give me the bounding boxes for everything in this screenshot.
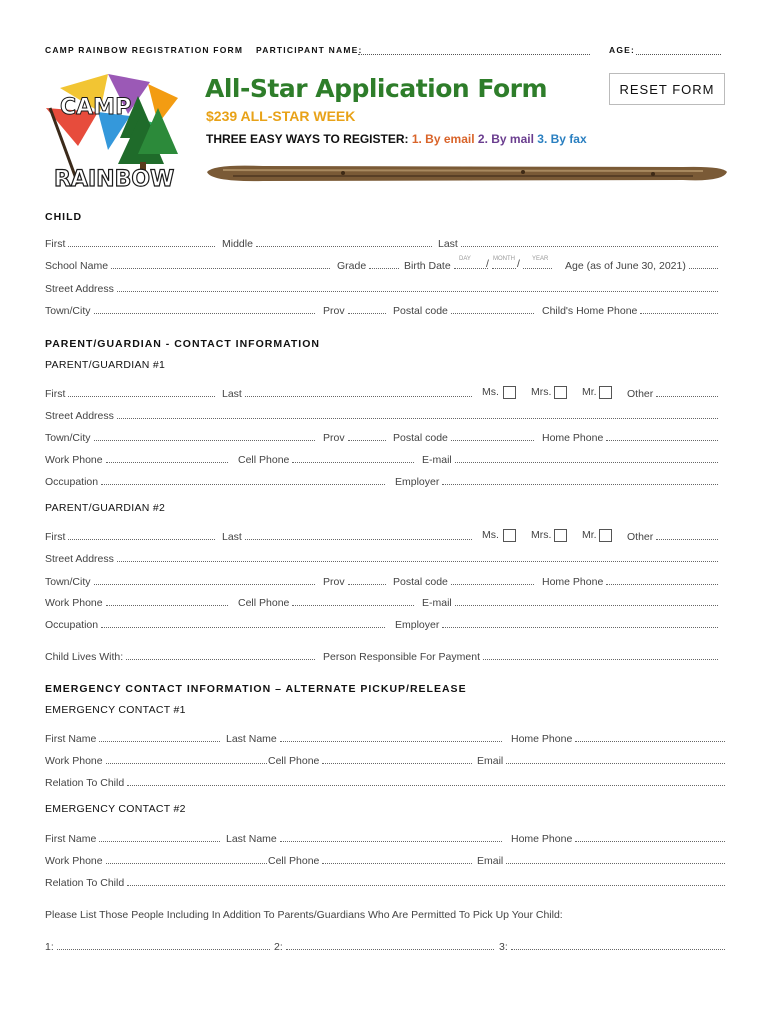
pickup-prompt: Please List Those People Including In Addition To Parents/Guardians Who Are Permitted To Pick Up Your Child: <box>45 909 563 921</box>
child-heading: CHILD <box>45 211 83 223</box>
logo-rainbow-text: RAINBOW <box>54 167 175 192</box>
age-label: AGE: <box>609 45 636 55</box>
reset-form-button[interactable]: RESET FORM <box>609 73 725 105</box>
p1-cell-phone-field[interactable]: Cell Phone <box>238 450 414 466</box>
e1-home-phone-field[interactable]: Home Phone <box>511 729 725 745</box>
pickup-person-2-field[interactable]: 2: <box>274 937 494 953</box>
emergency2-heading: EMERGENCY CONTACT #2 <box>45 803 186 815</box>
e2-email-field[interactable]: Email <box>477 851 725 867</box>
month-hint: MONTH <box>493 256 515 262</box>
e2-work-phone-field[interactable]: Work Phone <box>45 851 267 867</box>
pickup-person-3-field[interactable]: 3: <box>499 937 725 953</box>
p1-last-field[interactable]: Last <box>222 384 472 400</box>
year-hint: YEAR <box>532 256 549 262</box>
p2-occupation-field[interactable]: Occupation <box>45 615 385 631</box>
p1-mr-checkbox[interactable] <box>599 386 612 399</box>
p2-last-field[interactable]: Last <box>222 527 472 543</box>
child-prov-field[interactable]: Prov <box>323 301 386 317</box>
birth-day-field[interactable]: Birth Date <box>404 256 488 272</box>
parent-heading: PARENT/GUARDIAN - CONTACT INFORMATION <box>45 338 320 350</box>
p2-home-phone-field[interactable]: Home Phone <box>542 572 718 588</box>
e2-last-field[interactable]: Last Name <box>226 829 502 845</box>
p2-street-field[interactable]: Street Address <box>45 549 718 565</box>
p1-mr-label: Mr. <box>582 386 597 398</box>
camp-rainbow-logo <box>38 68 188 192</box>
child-home-phone-field[interactable]: Child's Home Phone <box>542 301 718 317</box>
emergency-heading: EMERGENCY CONTACT INFORMATION – ALTERNATE PICKUP/RELEASE <box>45 683 467 695</box>
parent1-heading: PARENT/GUARDIAN #1 <box>45 359 166 371</box>
p1-mrs-label: Mrs. <box>531 386 552 398</box>
register-options <box>206 132 587 146</box>
child-lives-with-field[interactable]: Child Lives With: <box>45 647 315 663</box>
register-email: 1. By email <box>411 132 475 146</box>
e1-first-field[interactable]: First Name <box>45 729 220 745</box>
age-field[interactable] <box>636 45 721 55</box>
e1-relation-field[interactable]: Relation To Child <box>45 773 725 789</box>
child-first-field[interactable]: First <box>45 234 215 250</box>
p2-first-field[interactable]: First <box>45 527 215 543</box>
register-mail: 2. By mail <box>477 132 534 146</box>
p1-home-phone-field[interactable]: Home Phone <box>542 428 718 444</box>
grade-field[interactable]: Grade <box>337 256 399 272</box>
p2-town-field[interactable]: Town/City <box>45 572 315 588</box>
parent2-heading: PARENT/GUARDIAN #2 <box>45 502 166 514</box>
p1-occupation-field[interactable]: Occupation <box>45 472 385 488</box>
child-last-field[interactable]: Last <box>438 234 718 250</box>
p2-postal-field[interactable]: Postal code <box>393 572 534 588</box>
p2-other-field[interactable]: Other <box>627 527 718 543</box>
p2-work-phone-field[interactable]: Work Phone <box>45 593 228 609</box>
p1-postal-field[interactable]: Postal code <box>393 428 534 444</box>
participant-name-field[interactable] <box>358 45 590 55</box>
price-label: $239 ALL-STAR WEEK <box>206 108 356 124</box>
child-postal-field[interactable]: Postal code <box>393 301 534 317</box>
pickup-person-1-field[interactable]: 1: <box>45 937 270 953</box>
p2-mrs-checkbox[interactable] <box>554 529 567 542</box>
e2-first-field[interactable]: First Name <box>45 829 220 845</box>
logo-camp-text: CAMP <box>60 95 132 120</box>
participant-label: PARTICIPANT NAME: <box>256 45 363 55</box>
form-name: CAMP RAINBOW REGISTRATION FORM <box>45 45 244 55</box>
child-middle-field[interactable]: Middle <box>222 234 432 250</box>
p1-employer-field[interactable]: Employer <box>395 472 718 488</box>
p1-other-field[interactable]: Other <box>627 384 718 400</box>
p1-ms-checkbox[interactable] <box>503 386 516 399</box>
p1-first-field[interactable]: First <box>45 384 215 400</box>
p2-mrs-label: Mrs. <box>531 529 552 541</box>
e1-cell-phone-field[interactable]: Cell Phone <box>268 751 472 767</box>
p1-email-field[interactable]: E-mail <box>422 450 718 466</box>
p2-prov-field[interactable]: Prov <box>323 572 386 588</box>
p1-ms-label: Ms. <box>482 386 499 398</box>
register-fax: 3. By fax <box>537 132 587 146</box>
page-title: All-Star Application Form <box>205 74 548 103</box>
e1-last-field[interactable]: Last Name <box>226 729 502 745</box>
p1-town-field[interactable]: Town/City <box>45 428 315 444</box>
log-divider <box>203 160 731 186</box>
register-lead: THREE EASY WAYS TO REGISTER: <box>206 132 409 146</box>
day-hint: DAY <box>459 256 471 262</box>
emergency1-heading: EMERGENCY CONTACT #1 <box>45 704 186 716</box>
child-age-field[interactable]: Age (as of June 30, 2021) <box>565 256 718 272</box>
p2-ms-label: Ms. <box>482 529 499 541</box>
e1-work-phone-field[interactable]: Work Phone <box>45 751 267 767</box>
e2-home-phone-field[interactable]: Home Phone <box>511 829 725 845</box>
e1-email-field[interactable]: Email <box>477 751 725 767</box>
p2-cell-phone-field[interactable]: Cell Phone <box>238 593 414 609</box>
p2-mr-label: Mr. <box>582 529 597 541</box>
p2-ms-checkbox[interactable] <box>503 529 516 542</box>
school-name-field[interactable]: School Name <box>45 256 330 272</box>
p2-email-field[interactable]: E-mail <box>422 593 718 609</box>
e2-relation-field[interactable]: Relation To Child <box>45 873 725 889</box>
p1-mrs-checkbox[interactable] <box>554 386 567 399</box>
child-street-field[interactable]: Street Address <box>45 279 718 295</box>
payment-responsible-field[interactable]: Person Responsible For Payment <box>323 647 718 663</box>
p2-employer-field[interactable]: Employer <box>395 615 718 631</box>
child-town-field[interactable]: Town/City <box>45 301 315 317</box>
p1-prov-field[interactable]: Prov <box>323 428 386 444</box>
p2-mr-checkbox[interactable] <box>599 529 612 542</box>
p1-work-phone-field[interactable]: Work Phone <box>45 450 228 466</box>
p1-street-field[interactable]: Street Address <box>45 406 718 422</box>
e2-cell-phone-field[interactable]: Cell Phone <box>268 851 472 867</box>
